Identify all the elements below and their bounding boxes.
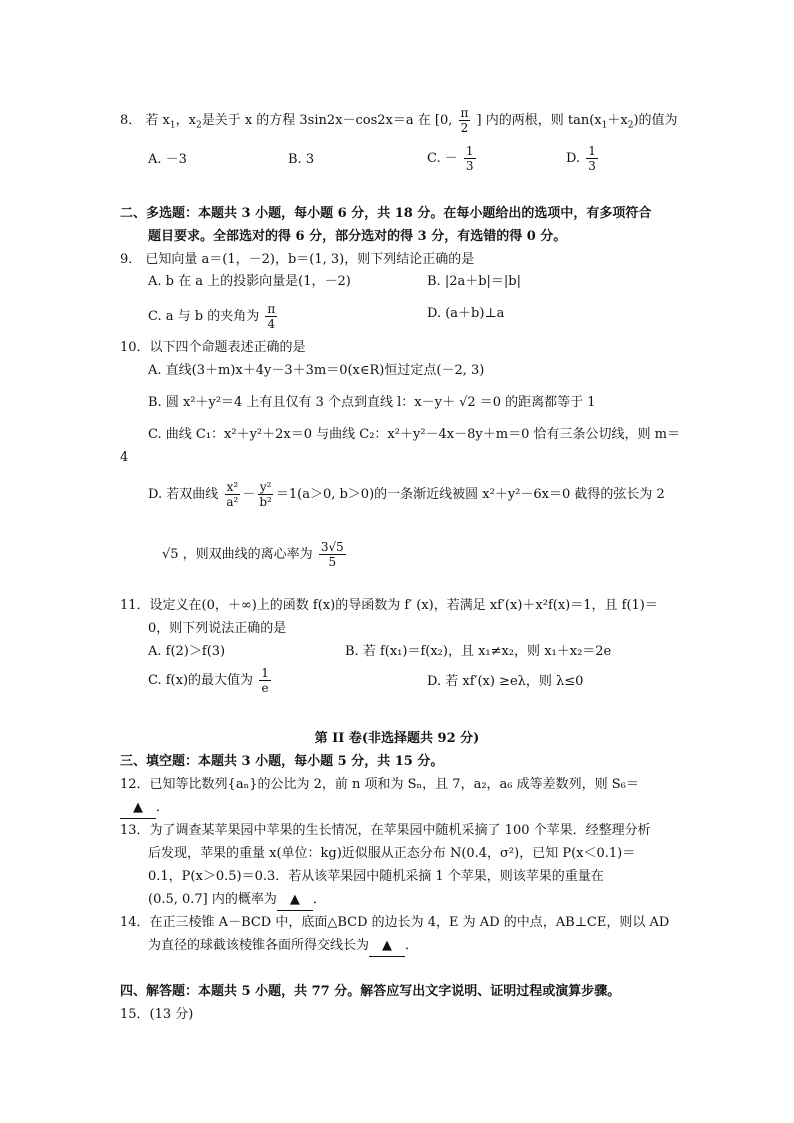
q8-option-a: A. －3 bbox=[148, 152, 187, 167]
q8-option-c: C. － $\frac{1}{3}$ bbox=[427, 144, 474, 173]
q14-answer-blank[interactable]: ▲ bbox=[369, 936, 405, 957]
q11-option-b: B. 若 f(x₁)＝f(x₂)，且 x₁≠x₂，则 x₁＋x₂＝2e bbox=[345, 644, 612, 659]
q13-answer-blank[interactable]: ▲ bbox=[277, 890, 313, 911]
q12-answer-blank[interactable]: ▲ bbox=[120, 798, 156, 819]
q14-stem: 14．在正三棱锥 A－BCD 中，底面△BCD 的边长为 4，E 为 AD 的中点，AB⊥CE，则以 AD bbox=[120, 915, 670, 930]
q9-option-b: B. |2a＋b|＝|b| bbox=[427, 274, 522, 289]
q15-stem: 15．(13 分) bbox=[120, 1007, 194, 1022]
part-2-title: 第 II 卷(非选择题共 92 分) bbox=[314, 731, 480, 746]
q8-stem: 8． 若 $x_1$，$x_2$是关于 x 的方程 3sin2x－cos2x＝a 在 [0, $\frac{\pi}{2}$ ] 内的两根，则 $\tan(x_1+x_2)$的值为 bbox=[120, 106, 678, 135]
q14-stem-2: 为直径的球截该棱锥各面所得交线长为 ▲ ． bbox=[148, 936, 418, 957]
q8-interval-fraction: $\frac{\pi}{2}$ bbox=[460, 106, 469, 135]
q9-option-c: C. a 与 b 的夹角为 $\frac{\pi}{4}$ bbox=[148, 302, 276, 331]
q8-option-b: B. 3 bbox=[288, 152, 315, 167]
q11-stem: 11．设定义在(0，＋∞)上的函数 f(x)的导函数为 f′ (x)，若满足 xf′(x)＋x²f(x)＝1，且 f(1)＝ bbox=[120, 598, 658, 613]
q12-answer: ▲ ． bbox=[120, 798, 169, 819]
section-2-title-cont: 题目要求。全部选对的得 6 分，部分选对的得 3 分，有选错的得 0 分。 bbox=[148, 229, 567, 244]
q11-option-c: C. f(x)的最大值为 $\frac{1}{e}$ bbox=[148, 666, 269, 695]
q13-stem: 13．为了调查某苹果园中苹果的生长情况，在苹果园中随机采摘了 100 个苹果．经整理分析 bbox=[120, 823, 651, 838]
q10-stem: 10．以下四个命题表述正确的是 bbox=[120, 340, 306, 355]
q9-option-d: D. (a＋b)⊥a bbox=[427, 306, 505, 321]
section-2-title: 二、多选题：本题共 3 小题，每小题 6 分，共 18 分。在每小题给出的选项中，有多项符合 bbox=[120, 206, 652, 221]
q13-stem-2: 后发现，苹果的重量 x(单位：kg)近似服从正态分布 N(0.4，σ²)，已知 P(x＜0.1)＝ bbox=[148, 846, 636, 861]
section-3-title: 三、填空题：本题共 3 小题，每小题 5 分，共 15 分。 bbox=[120, 754, 444, 769]
q12-stem: 12．已知等比数列{aₙ}的公比为 2，前 n 项和为 Sₙ，且 7，a₂，a₆ 成等差数列，则 S₆＝ bbox=[120, 777, 639, 792]
q11-stem-cont: 0，则下列说法正确的是 bbox=[148, 621, 287, 636]
q13-stem-4: (0.5, 0.7] 内的概率为 ▲ ． bbox=[148, 890, 326, 911]
q9-stem: 9． 已知向量 a＝(1，－2)，b＝(1, 3)，则下列结论正确的是 bbox=[120, 252, 475, 267]
q13-stem-3: 0.1，P(x＞0.5)＝0.3．若从该苹果园中随机采摘 1 个苹果，则该苹果的重量在 bbox=[148, 869, 604, 884]
q10-option-c: C. 曲线 C₁：x²＋y²＋2x＝0 与曲线 C₂：x²＋y²－4x－8y＋m＝0 恰有三条公切线，则 m＝ bbox=[148, 427, 680, 442]
q9-option-a: A. b 在 a 上的投影向量是(1，－2) bbox=[148, 274, 351, 289]
q10-option-c-cont: 4 bbox=[120, 450, 129, 465]
q10-option-a: A. 直线(3＋m)x＋4y－3＋3m＝0(x∈R)恒过定点(－2, 3) bbox=[148, 363, 485, 378]
q10-option-d: D. 若双曲线 $\frac{\text{x²}}{\text{a²}}$ － $\frac{\text{y²}}{\text{b²}}$ ＝1(a＞0, b＞0)的一条渐近线被圆 x²＋y²－6x＝0 截得的弦长为 2 bbox=[148, 480, 665, 509]
q10-option-d-cont: √5 ，则双曲线的离心率为 $\frac{3√5}{5}$ bbox=[162, 540, 344, 569]
q11-option-d: D. 若 xf′(x) ≥eλ，则 λ≤0 bbox=[427, 674, 584, 689]
section-4-title: 四、解答题：本题共 5 小题，共 77 分。解答应写出文字说明、证明过程或演算步骤。 bbox=[120, 984, 621, 999]
q11-option-a: A. f(2)＞f(3) bbox=[148, 644, 226, 659]
q8-option-d: D. $\frac{1}{3}$ bbox=[566, 144, 596, 173]
q10-option-b: B. 圆 x²＋y²＝4 上有且仅有 3 个点到直线 l：x－y＋ √2 ＝0 的距离都等于 1 bbox=[148, 395, 596, 410]
